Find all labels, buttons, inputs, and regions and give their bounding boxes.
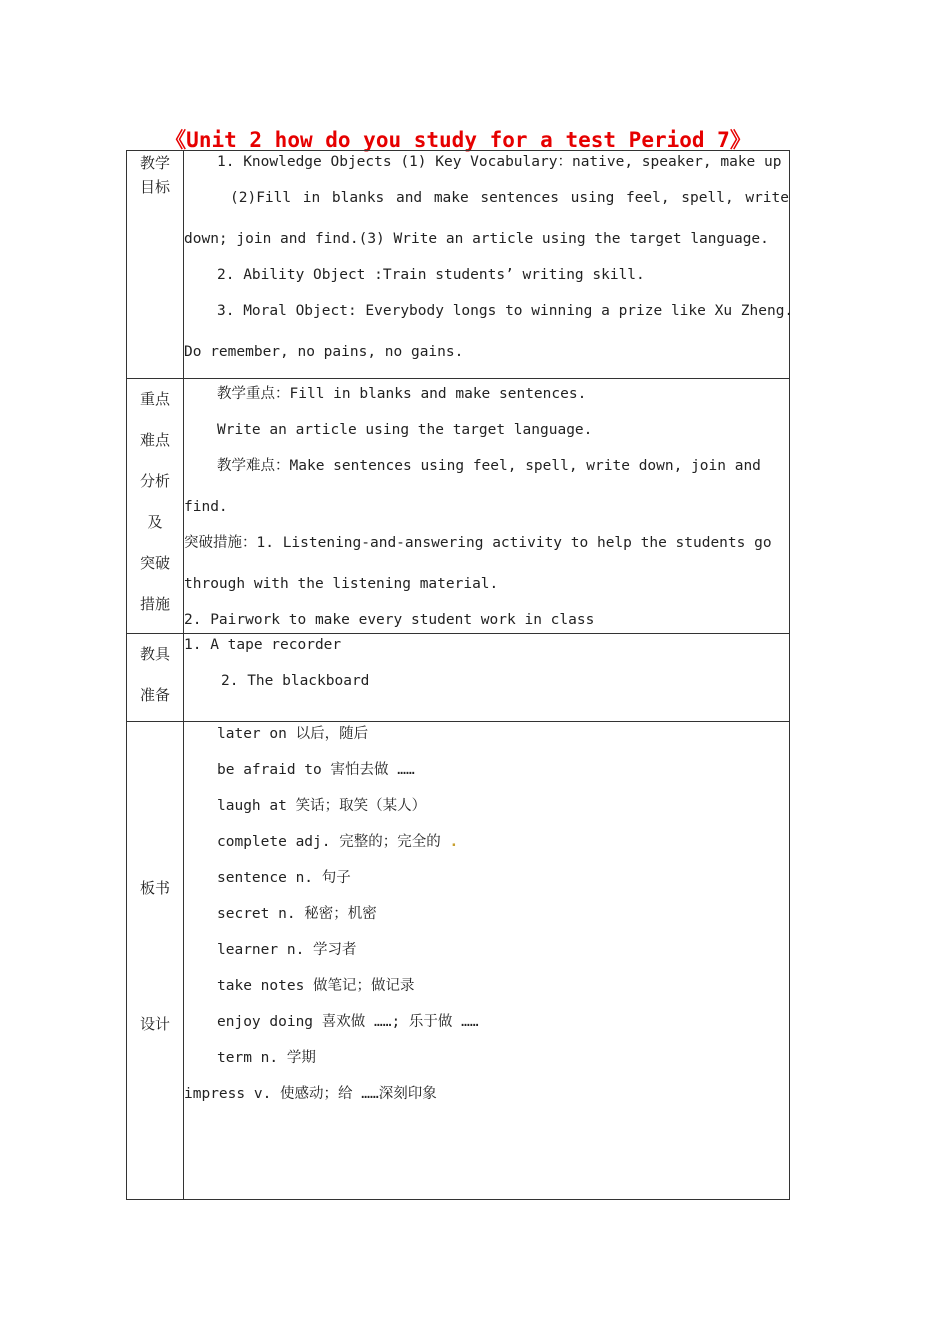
materials-label bbox=[127, 634, 184, 722]
vocab-line: impress v. 使感动；给 ……深刻印象 bbox=[184, 1086, 437, 1102]
key-point-line: through with the listening material. bbox=[184, 576, 499, 592]
lesson-plan-table bbox=[126, 150, 794, 1200]
label-line: 突破 bbox=[139, 554, 170, 572]
label-line: 目标 bbox=[139, 178, 170, 196]
key-point-line: find. bbox=[184, 499, 228, 515]
objectives-row bbox=[127, 151, 790, 379]
label-line: 板书 bbox=[139, 879, 170, 897]
document-title: 《Unit 2 how do you study for a test Period 7》 bbox=[165, 128, 751, 152]
label-line: 设计 bbox=[139, 1015, 170, 1033]
material-line: 2. The blackboard bbox=[221, 673, 370, 689]
vocab-line: sentence n. 句子 bbox=[217, 870, 351, 886]
vocab-line: laugh at 笑话；取笑（某人） bbox=[217, 798, 427, 814]
objective-line: 2. Ability Object :Train students’ writing skill. bbox=[217, 267, 645, 283]
material-line: 1. A tape recorder bbox=[184, 637, 342, 653]
key-points-row bbox=[127, 379, 790, 634]
vocab-line: be afraid to 害怕去做 …… bbox=[217, 762, 415, 778]
objective-line: 1. Knowledge Objects (1) Key Vocabulary：native, speaker, make up bbox=[217, 154, 782, 170]
label-line: 准备 bbox=[139, 686, 170, 704]
objectives-label bbox=[127, 151, 184, 379]
materials-content bbox=[184, 634, 790, 722]
vocab-line: term n. 学期 bbox=[217, 1050, 316, 1066]
key-points-label bbox=[127, 379, 184, 634]
key-point-line: 2. Pairwork to make every student work in class bbox=[184, 612, 595, 628]
vocab-line bbox=[184, 831, 789, 867]
objective-line: down; join and find.(3) Write an article using the target language. bbox=[184, 231, 769, 247]
materials-row bbox=[127, 634, 790, 722]
objective-line: (2)Fill in blanks and make sentences using feel, spell, write bbox=[230, 190, 789, 206]
label-line: 教学 bbox=[139, 154, 170, 172]
key-point-line: 教学难点：Make sentences using feel, spell, write down, join and bbox=[217, 458, 761, 474]
vocab-text: complete adj. 完整的；完全的 bbox=[217, 834, 441, 850]
key-points-content bbox=[184, 379, 790, 634]
label-line: 重点 bbox=[139, 390, 170, 408]
label-line: 措施 bbox=[139, 595, 170, 613]
vocab-line: take notes 做笔记；做记录 bbox=[217, 978, 415, 994]
vocab-line: secret n. 秘密；机密 bbox=[217, 906, 377, 922]
blackboard-row bbox=[127, 722, 790, 1200]
label-line: 教具 bbox=[139, 645, 170, 663]
highlight-dot-icon: . bbox=[440, 834, 459, 850]
key-point-line: 教学重点：Fill in blanks and make sentences. bbox=[217, 386, 587, 402]
label-line: 及 bbox=[147, 513, 163, 531]
objective-line: Do remember, no pains, no gains. bbox=[184, 344, 464, 360]
label-line: 分析 bbox=[139, 472, 170, 490]
key-point-line: Write an article using the target language. bbox=[217, 422, 593, 438]
objective-line: 3. Moral Object: Everybody longs to winning a prize like Xu Zheng. bbox=[217, 303, 794, 319]
blackboard-content bbox=[184, 722, 790, 1200]
vocab-line: learner n. 学习者 bbox=[217, 942, 357, 958]
label-line: 难点 bbox=[139, 431, 170, 449]
objectives-content bbox=[184, 151, 794, 379]
key-point-line: 突破措施：1. Listening-and-answering activity to help the students go bbox=[184, 535, 772, 551]
blackboard-label bbox=[127, 722, 184, 1200]
vocab-line: later on 以后，随后 bbox=[217, 726, 369, 742]
vocab-line: enjoy doing 喜欢做 ……; 乐于做 …… bbox=[217, 1014, 479, 1030]
